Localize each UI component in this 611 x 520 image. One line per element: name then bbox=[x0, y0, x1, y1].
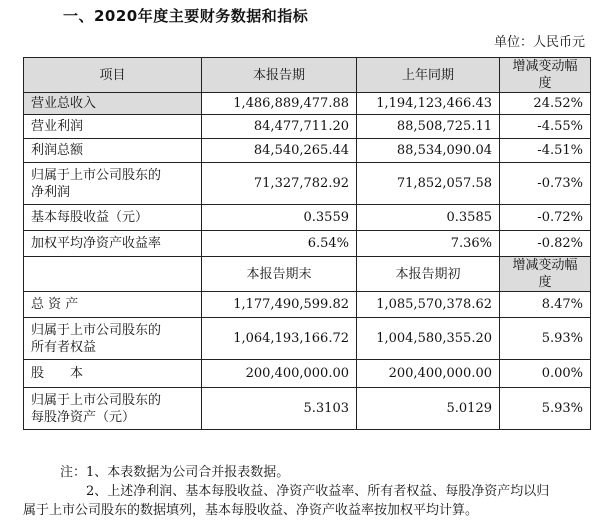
prior-value: 88,508,725.11 bbox=[357, 115, 500, 139]
change-value: -0.73% bbox=[500, 163, 591, 205]
header-change: 增减变动幅度 bbox=[500, 58, 591, 93]
current-value: 71,327,782.92 bbox=[202, 163, 357, 205]
header-period-end: 本报告期末 bbox=[202, 257, 357, 292]
row-label: 加权平均净资产收益率 bbox=[24, 231, 202, 257]
prior-value: 0.3585 bbox=[357, 205, 500, 231]
table-row bbox=[24, 292, 591, 318]
header-change-2: 增减变动幅度 bbox=[500, 257, 591, 292]
header-period-start: 本报告期初 bbox=[357, 257, 500, 292]
current-value: 0.3559 bbox=[202, 205, 357, 231]
row-label: 股 本 bbox=[24, 360, 202, 388]
note-line-2: 2、上述净利润、基本每股收益、净资产收益率、所有者权益、每股净资产均以归 bbox=[86, 484, 550, 499]
change-value: -0.82% bbox=[500, 231, 591, 257]
row-label bbox=[24, 163, 202, 205]
prior-value: 7.36% bbox=[357, 231, 500, 257]
table-row bbox=[24, 139, 591, 163]
change-value: 8.47% bbox=[500, 292, 591, 318]
row-label-line2: 每股净资产（元） bbox=[31, 409, 136, 425]
prior-value: 1,194,123,466.43 bbox=[357, 93, 500, 115]
prior-value: 88,534,090.04 bbox=[357, 139, 500, 163]
prior-value: 5.0129 bbox=[357, 388, 500, 430]
table-row bbox=[24, 318, 591, 360]
table-row bbox=[24, 115, 591, 139]
table-row bbox=[24, 205, 591, 231]
note-line-1: 注：1、本表数据为公司合并报表数据。 bbox=[60, 465, 290, 480]
row-label bbox=[24, 318, 202, 360]
change-value: 0.00% bbox=[500, 360, 591, 388]
table-row bbox=[24, 360, 591, 388]
header-prior-period: 上年同期 bbox=[357, 58, 500, 93]
current-value: 84,477,711.20 bbox=[202, 115, 357, 139]
table-subheader-row bbox=[24, 257, 591, 292]
financial-table bbox=[23, 57, 591, 430]
footnotes bbox=[23, 463, 598, 520]
table-row bbox=[24, 93, 591, 115]
current-value: 1,064,193,166.72 bbox=[202, 318, 357, 360]
section-title: 一、2020年度主要财务数据和指标 bbox=[63, 7, 309, 25]
current-value: 200,400,000.00 bbox=[202, 360, 357, 388]
current-value: 6.54% bbox=[202, 231, 357, 257]
change-value: -0.72% bbox=[500, 205, 591, 231]
change-value: 5.93% bbox=[500, 388, 591, 430]
row-label-line1: 归属于上市公司股东的 bbox=[31, 322, 162, 338]
header-current-period: 本报告期 bbox=[202, 58, 357, 93]
table-row bbox=[24, 163, 591, 205]
row-label: 利润总额 bbox=[24, 139, 202, 163]
change-value: -4.55% bbox=[500, 115, 591, 139]
table-header-row bbox=[24, 58, 591, 93]
prior-value: 1,004,580,355.20 bbox=[357, 318, 500, 360]
note-line-3: 属于上市公司股东的数据填列，基本每股收益、净资产收益率按加权平均计算。 bbox=[23, 503, 479, 518]
row-label-line2: 所有者权益 bbox=[31, 339, 97, 355]
unit-label: 单位：人民币元 bbox=[493, 35, 585, 50]
row-label: 营业利润 bbox=[24, 115, 202, 139]
row-label-line1: 归属于上市公司股东的 bbox=[31, 167, 162, 183]
row-label: 总 资 产 bbox=[24, 292, 202, 318]
row-label bbox=[24, 388, 202, 430]
change-value: -4.51% bbox=[500, 139, 591, 163]
current-value: 84,540,265.44 bbox=[202, 139, 357, 163]
row-label: 基本每股收益（元） bbox=[24, 205, 202, 231]
header-blank bbox=[24, 257, 202, 292]
table-row bbox=[24, 388, 591, 430]
prior-value: 1,085,570,378.62 bbox=[357, 292, 500, 318]
prior-value: 200,400,000.00 bbox=[357, 360, 500, 388]
row-label-line1: 归属于上市公司股东的 bbox=[31, 392, 162, 408]
current-value: 5.3103 bbox=[202, 388, 357, 430]
header-item: 项目 bbox=[24, 58, 202, 93]
prior-value: 71,852,057.58 bbox=[357, 163, 500, 205]
row-label: 营业总收入 bbox=[24, 93, 202, 115]
current-value: 1,177,490,599.82 bbox=[202, 292, 357, 318]
change-value: 5.93% bbox=[500, 318, 591, 360]
current-value: 1,486,889,477.88 bbox=[202, 93, 357, 115]
change-value: 24.52% bbox=[500, 93, 591, 115]
table-row bbox=[24, 231, 591, 257]
row-label-line2: 净利润 bbox=[31, 184, 71, 200]
